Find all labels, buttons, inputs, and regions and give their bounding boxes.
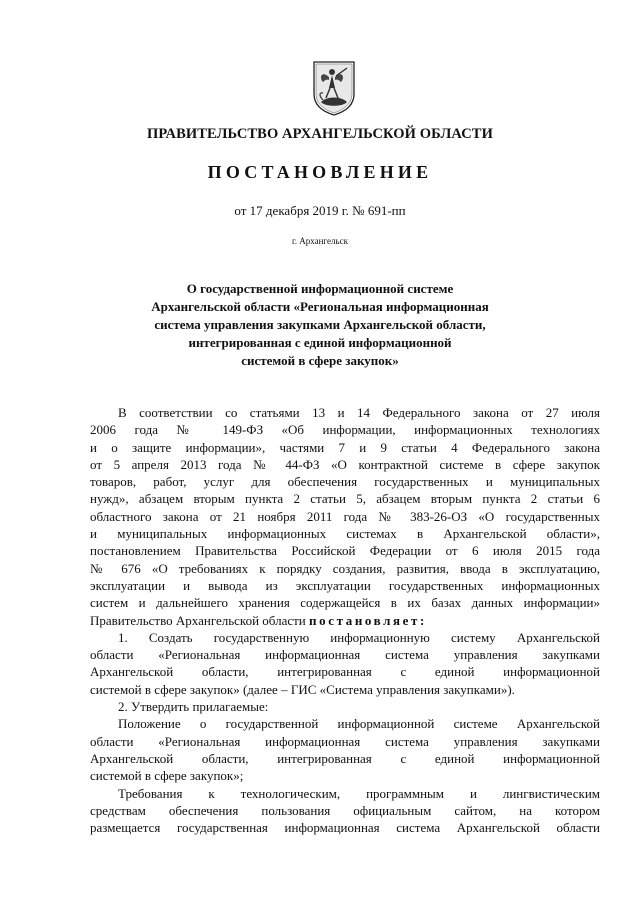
title-line: Архангельской области «Региональная информационная [151, 299, 489, 314]
body-line: нужд», абзацем вторым пункта 2 статьи 5, абзацем вторым пункта 2 статьи 6 [90, 491, 600, 507]
body-line: Требования к технологическим, программным и лингвистическим [118, 785, 600, 801]
body-line: области «Региональная информационная система управления закупками [90, 733, 600, 749]
item-2a [90, 715, 600, 784]
body-line: 2. Утвердить прилагаемые: [118, 699, 269, 715]
body-line: Архангельской области, интегрированная с единой информационной [90, 664, 600, 680]
body-line: системой в сфере закупок»; [90, 768, 244, 784]
document-body [90, 404, 600, 836]
title-line: О государственной информационной системе [186, 281, 454, 296]
intro-paragraph [90, 404, 600, 629]
item-2 [90, 698, 600, 715]
date-and-number: от 17 декабря 2019 г. № 691-пп [234, 203, 406, 218]
government-name: ПРАВИТЕЛЬСТВО АРХАНГЕЛЬСКОЙ ОБЛАСТИ [147, 126, 493, 142]
body-line: и о защите информации», частями 7 и 9 статьи 4 Федерального закона [90, 439, 600, 455]
body-line: систем и дальнейшего хранения содержащейся в их базах данных информации» [90, 595, 600, 611]
resolve-word: постановляет [309, 612, 421, 628]
body-line: постановлением Правительства Российской Федерации от 6 июля 2015 года [90, 543, 600, 559]
body-line: размещается государственная информационная система Архангельской области [90, 820, 600, 836]
body-line: 2006 года № 149-ФЗ «Об информации, информационных технологиях [90, 422, 600, 438]
title-line: система управления закупками Архангельской области, [154, 317, 486, 332]
body-line: товаров, работ, услуг для обеспечения государственных и муниципальных [90, 474, 600, 490]
title-line: системой в сфере закупок» [241, 353, 399, 368]
body-line: областного закона от 21 ноября 2011 года № 383-26-ОЗ «О государственных [90, 508, 600, 524]
body-line: области «Региональная информационная система управления закупками [90, 647, 600, 663]
resolve-prefix: Правительство Архангельской области [90, 612, 306, 628]
body-line: и муниципальных информационных системах в Архангельской области», [90, 526, 600, 542]
document-title [0, 280, 640, 370]
body-line: № 676 «О требованиях к порядку создания, развития, ввода в эксплуатацию, [90, 560, 600, 576]
item-1 [90, 629, 600, 698]
body-line: эксплуатации и вывода из эксплуатации государственных информационных [90, 577, 600, 593]
body-line: 1. Создать государственную информационную систему Архангельской [118, 629, 600, 645]
resolve-line [90, 612, 600, 629]
body-line: Положение о государственной информационной системе Архангельской [118, 716, 600, 732]
body-line: В соответствии со статьями 13 и 14 Федерального закона от 27 июля [118, 405, 600, 420]
item-2b [90, 785, 600, 837]
body-line: средствам обеспечения пользования официальным сайтом, на котором [90, 802, 600, 818]
title-line: интегрированная с единой информационной [188, 335, 452, 350]
body-line: системой в сфере закупок» (далее – ГИС «Система управления закупками»). [90, 681, 515, 697]
document-type: ПОСТАНОВЛЕНИЕ [207, 162, 433, 182]
coat-of-arms-emblem [311, 60, 357, 116]
body-line: Архангельской области, интегрированная с единой информационной [90, 750, 600, 766]
body-line: от 5 апреля 2013 года № 44-ФЗ «О контрактной системе в сфере закупок [90, 456, 600, 472]
resolve-colon: : [420, 612, 425, 628]
city: г. Архангельск [292, 236, 348, 246]
